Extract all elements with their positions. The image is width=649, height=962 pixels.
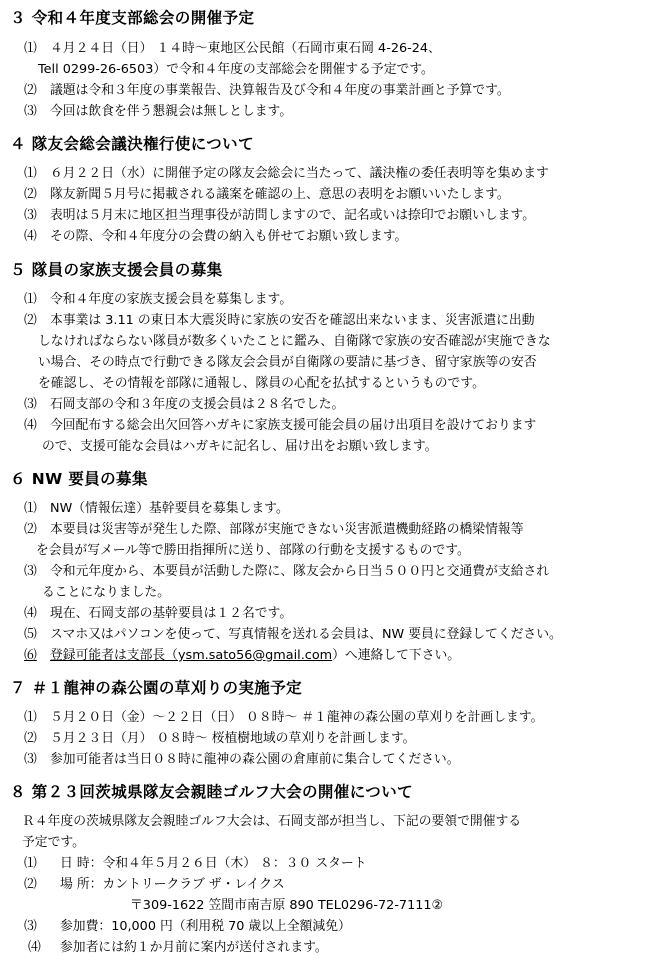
item-text: ので、支援可能な会員はハガキに記名し、届け出をお願い致します。 <box>42 439 438 454</box>
item-number: ⑷ <box>28 940 41 955</box>
item-text: スマホ又はパソコンを使って、写真情報を送れる会員は、NW 要員に登録してください。 <box>50 627 562 642</box>
item-text: 参加費：10,000 円（利用税 70 歳以上全額減免） <box>60 919 351 934</box>
item-number: ⑵ <box>24 731 37 746</box>
item-number: ⑵ <box>24 522 37 537</box>
item-number: ⑵ <box>24 877 37 892</box>
item-text: 今回は飲食を伴う懇親会は無しとします。 <box>50 104 293 119</box>
contact-email[interactable]: ysm.sato56@gmail.com <box>177 648 333 663</box>
item-text: 参加者には約１か月前に案内が送付されます。 <box>60 940 328 955</box>
item-text: 本事業は 3.11 の東日本大震災時に家族の安否を確認出来ないまま、災害派遣に出動 <box>50 313 535 328</box>
item-number: ⑴ <box>24 41 37 56</box>
item-text: 表明は５月末に地区担当理事役が訪問しますので、記名或いは捺印でお願いします。 <box>50 208 536 223</box>
item-number: ⑶ <box>24 752 37 767</box>
item-number: ⑴ <box>24 501 37 516</box>
item-text: 今回配布する総会出欠回答ハガキに家族支援可能会員の届け出項目を設けております <box>50 418 537 433</box>
item-number: ⑴ <box>24 166 37 181</box>
section-6-title: ６ NW 要員の募集 <box>10 470 148 488</box>
item-number: ⑶ <box>24 208 37 223</box>
item-number: ⑶ <box>24 564 37 579</box>
item-text: 本要員は災害等が発生した際、部隊が実施できない災害派遣機動経路の橋梁情報等 <box>50 522 524 537</box>
item-number: ⑷ <box>24 229 37 244</box>
item-text: 参加可能者は当日０８時に龍神の森公園の倉庫前に集合してください。 <box>50 752 460 767</box>
contact-text <box>50 647 460 665</box>
item-number: ⑵ <box>24 313 37 328</box>
item-text: 場 所：カントリークラブ ザ・レイクス <box>60 877 285 892</box>
section-7-title: ７ ＃１龍神の森公園の草刈りの実施予定 <box>10 679 302 697</box>
item-text: しなければならない隊員が数多くいたことに鑑み、自衛隊で家族の安否確認が実施できな <box>38 334 551 349</box>
item-text: ることになりました。 <box>42 585 170 600</box>
item-number: ⑵ <box>24 187 37 202</box>
item-text: ５月２０日（金）～２２日（日） ０８時～ ＃１龍神の森公園の草刈りを計画します。 <box>50 710 544 725</box>
item-number: ⑴ <box>24 856 37 871</box>
section-8-title: ８ 第２３回茨城県隊友会親睦ゴルフ大会の開催について <box>10 783 413 801</box>
contact-text-rest: ）へ連絡して下さい。 <box>332 648 461 663</box>
item-text: 令和元年度から、本要員が活動した際に、隊友会から日当５００円と交通費が支給され <box>50 564 550 579</box>
item-number: ⑷ <box>24 606 37 621</box>
item-number: ⑵ <box>24 83 37 98</box>
address-text: 〒309-1622 笠間市南吉原 890 TEL0296-72-7111② <box>130 898 443 913</box>
item-text: ６月２２日（水）に開催予定の隊友会総会に当たって、議決権の委任表明等を集めます <box>50 166 549 181</box>
section-5-title: ５ 隊員の家族支援会員の募集 <box>10 261 223 279</box>
item-number: ⑸ <box>24 627 37 642</box>
section-3-title: ３ 令和４年度支部総会の開催予定 <box>10 9 255 27</box>
item-text: 議題は令和３年度の事業報告、決算報告及び令和４年度の事業計画と予算です。 <box>50 83 510 98</box>
item-text: を会員が写メール等で勝田指揮所に送り、部隊の行動を支援するものです。 <box>36 543 470 558</box>
item-text: 石岡支部の令和３年度の支援会員は２８名でした。 <box>50 397 345 412</box>
section-4-title: ４ 隊友会総会議決権行使について <box>10 135 254 153</box>
intro-text: Ｒ４年度の茨城県隊友会親睦ゴルフ大会は、石岡支部が担当し、下記の要領で開催する <box>22 814 522 829</box>
item-number: ⑶ <box>24 919 37 934</box>
item-text: NW（情報伝達）基幹要員を募集します。 <box>50 501 289 516</box>
item-text: 日 時：令和４年５月２６日（木） ８：３０ スタート <box>60 856 367 871</box>
item-text: 令和４年度の家族支援会員を募集します。 <box>50 292 293 307</box>
item-text: ４月２４日（日） １４時～東地区公民館（石岡市東石岡 4-26-24、 <box>50 41 441 56</box>
item-number: ⑶ <box>24 104 37 119</box>
item-number: ⑴ <box>24 710 37 725</box>
item-text: を確認し、その情報を部隊に通報し、隊員の心配を払拭するというものです。 <box>38 376 485 391</box>
item-text: い場合、その時点で行動できる隊友会会員が自衛隊の要請に基づき、留守家族等の安否 <box>38 355 537 370</box>
item-text: Tell 0299-26-6503）で令和４年度の支部総会を開催する予定です。 <box>38 62 434 77</box>
item-number: ⑷ <box>24 418 37 433</box>
intro-text: 予定です。 <box>22 835 85 850</box>
item-number: ⑴ <box>24 292 37 307</box>
contact-text-underlined: 登録可能者は支部長（ <box>50 648 178 663</box>
item-text: 隊友新聞５月号に掲載される議案を確認の上、意思の表明をお願いいたします。 <box>50 187 510 202</box>
item-text: その際、令和４年度分の会費の納入も併せてお願い致します。 <box>50 229 408 244</box>
item-text: 現在、石岡支部の基幹要員は１２名です。 <box>50 606 293 621</box>
item-text: ５月２３日（月） ０８時～ 桜植樹地域の草刈りを計画します。 <box>50 731 416 746</box>
item-number: ⑹ <box>24 648 37 663</box>
item-number: ⑶ <box>24 397 37 412</box>
